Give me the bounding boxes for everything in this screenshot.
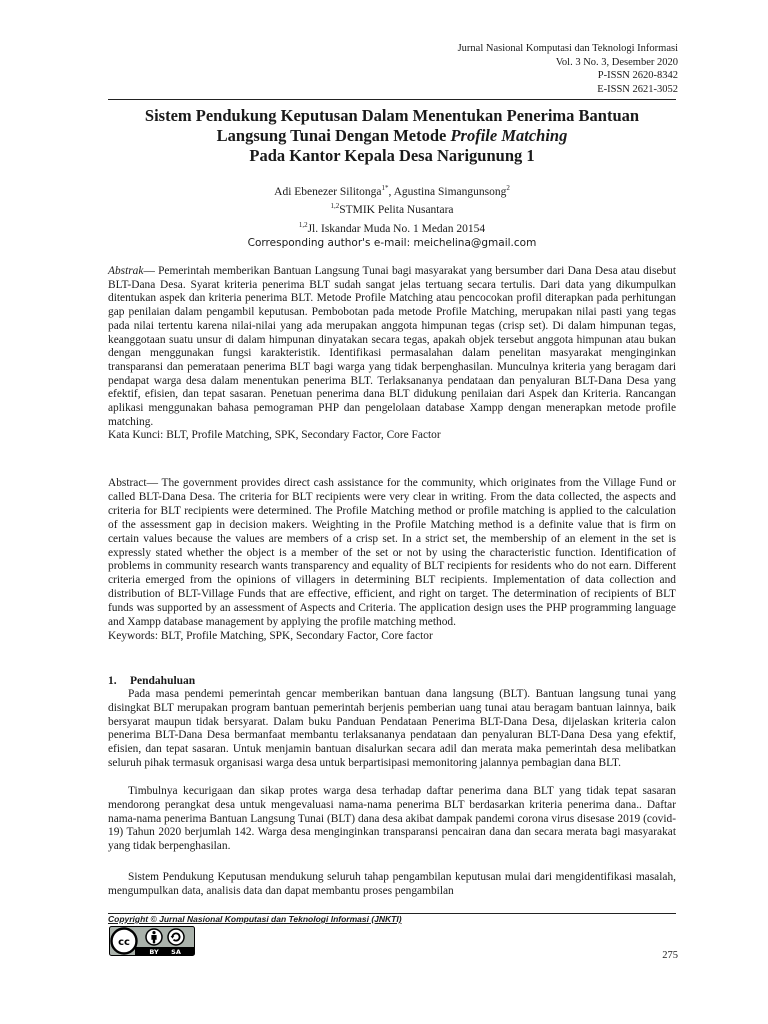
section-number: 1. xyxy=(108,675,117,687)
intro-paragraph-2: Timbulnya kecurigaan dan sikap protes warga desa terhadap daftar penerima dana BLT yang tidak tepat sasaran mendorong perangkat desa untuk mengevaluasi nama-nama penerima BLT berdasarkan kriteria penerima dana.. Daftar nama-nama penerima Bantuan Langsung Tunai (BLT) dana desa akibat dampak pandemi corona virus disesase 2019 (covid-19) Tahun 2020 berjumlah 142. Warga desa menginginkan transparansi pencairan dana dan secara merata bagi masyarakat yang tidak berpenghasilan. xyxy=(108,785,676,853)
journal-header xyxy=(458,42,678,96)
title-line-2-text: Langsung Tunai Dengan Metode xyxy=(216,126,451,145)
section-heading xyxy=(108,675,195,687)
cc-by-sa-icon xyxy=(109,926,195,956)
journal-volume: Vol. 3 No. 3, Desember 2020 xyxy=(555,56,678,68)
address-sup: 1,2 xyxy=(298,220,308,229)
paper-title xyxy=(108,106,676,166)
copyright-notice xyxy=(108,914,402,924)
title-line-1: Sistem Pendukung Keputusan Dalam Menentukan Penerima Bantuan xyxy=(144,106,640,125)
affiliation-text: STMIK Pelita Nusantara xyxy=(339,204,454,217)
corresponding-email: Corresponding author's e-mail: meichelina@gmail.com xyxy=(247,236,537,249)
author-names xyxy=(108,181,676,199)
author-separator: , xyxy=(388,185,394,198)
copyright-text: Copyright © Jurnal Nasional Komputasi dan Teknologi Informasi (JNKTI) xyxy=(108,914,402,924)
intro-paragraph-1: Pada masa pendemi pemerintah gencar memberikan bantuan dana langsung (BLT). Bantuan langsung tunai yang disingkat BLT merupakan program bantuan pemerintah berjenis pemberian uang tunai atau beragam bantuan lainnya, baik bersyarat maupun tidak bersyarat. Dalam buku Panduan Pendataan Penerima BLT-Dana Desa, dijelaskan kriteria calon penerima BLT-Dana Desa bermanfaat membantu terlaksananya pendataan dan penyaluran BLT-Dana Desa yang efektif, efisien, dan tepat sasaran. Untuk menjamin bantuan disalurkan secara adil dan merata maka pemerintah desa melibatkan seluruh pihak termasuk organisasi warga desa untuk berpartisipasi memonitoring jalannya pembagian dana BLT. xyxy=(108,688,676,769)
author-block xyxy=(108,181,676,250)
journal-eissn: E-ISSN 2621-3052 xyxy=(597,83,678,95)
author-2: Agustina Simangunsong xyxy=(393,185,507,198)
affiliation xyxy=(108,199,676,217)
journal-pissn: P-ISSN 2620-8342 xyxy=(597,70,678,82)
page-number: 275 xyxy=(662,950,678,961)
abstract-english xyxy=(108,477,676,644)
affiliation-sup: 1,2 xyxy=(330,202,340,211)
title-line-2 xyxy=(108,126,676,146)
header-divider xyxy=(108,99,676,100)
cc-sa-label: SA xyxy=(171,948,181,956)
author-1-sup: 1* xyxy=(381,184,389,192)
abstract-en-text: Abstract— The government provides direct cash assistance for the community, which originates from the Village Fund or called BLT-Dana Desa. The criteria for BLT recipients were very clear in writing. From the data collected, the aspects and criteria for BLT recipients were determined. The Profile Matching method or profile matching is applied to the calculation of the assessment gap in decision makers. Weighting in the Profile Matching method is a definite value that is firm on certain values because the values are members of a crisp set. In a strict set, the membership of an element in the set is expressly stated whether the object is a member of the set or not by using the characteristic function. Identification of problems in community research wants transparency and equality of BLT recipients for residents who do not earn. Different criteria emerged from the opinions of villagers in determining BLT recipients. Implementation of data collection and distribution of BLT-Village Funds that are effective, efficient, and right on target. The determination of recipients of BLT funds was supported by an assessment of Aspects and Criteria. The application design uses the PHP programming language and Xampp database management by applying the profile matching method. xyxy=(108,477,676,629)
title-line-3: Pada Kantor Kepala Desa Narigunung 1 xyxy=(249,146,535,165)
cc-license-badge[interactable] xyxy=(109,926,195,961)
title-italic: Profile Matching xyxy=(450,126,568,145)
abstract-label: Abstrak xyxy=(108,265,144,277)
abstract-indonesian xyxy=(108,265,676,443)
intro-paragraph-3: Sistem Pendukung Keputusan mendukung seluruh tahap pengambilan keputusan mulai dari mengidentifikasi masalah, mengumpulkan data, analisis data dan dapat membantu proses pengambilan xyxy=(108,871,676,897)
author-1: Adi Ebenezer Silitonga xyxy=(274,185,382,198)
cc-glyph: cc xyxy=(118,937,130,948)
keywords-indonesian: Kata Kunci: BLT, Profile Matching, SPK, Secondary Factor, Core Factor xyxy=(108,429,441,442)
cc-by-label: BY xyxy=(149,948,159,956)
address-text: Jl. Iskandar Muda No. 1 Medan 20154 xyxy=(307,222,486,235)
address xyxy=(108,218,676,236)
section-title: Pendahuluan xyxy=(130,675,196,687)
keywords-english: Keywords: BLT, Profile Matching, SPK, Secondary Factor, Core factor xyxy=(108,629,433,642)
abstract-id-text: — Pemerintah memberikan Bantuan Langsung Tunai bagi masyarakat yang bersumber dari Dana Desa atau disebut BLT-Dana Desa. Syarat kriteria penerima BLT sudah sangat jelas tertuang secara tertulis. Dari data yang dikumpulkan ditentukan aspek dan kriteria penerima BLT. Metode Profile Matching atau pencocokan profil diterapkan pada perhitungan gap penilaian dalam pengambil keputusan. Pembobotan pada metode Profile Matching, merupakan nilai pasti yang tegas pada nilai tertentu karena nilai-nilai yang ada merupakan anggota himpunan tegas (crisp set). Di dalam himpunan tegas, keanggotaan suatu unsur di dalam himpunan dinyatakan secara tegas, apakah objek tersebut anggota himpunan atau bukan dengan menggunakan fungsi karakteristik. Identifikasi permasalahan dalam penelitan masyarakat menginginkan transparansi dan pemerataan penerima BLT bagi warga yang tidak berpenghasilan. Munculnya kriteria yang beragam dari pendapat warga desa dalam menentukan penerima BLT. Terlaksananya pendataan dan penyaluran BLT-Dana Desa yang efektif, efisien, dan tepat sasaran. Penetuan penerima dana BLT didukung penilaian dari Aspek dan Kriteria. Rancangan aplikasi menggunakan bahasa pemograman PHP dan pengelolaan database Xampp dengan menerapkan metode profile matching. xyxy=(108,265,676,428)
journal-name: Jurnal Nasional Komputasi dan Teknologi Informasi xyxy=(457,43,678,54)
author-2-sup: 2 xyxy=(506,184,510,192)
